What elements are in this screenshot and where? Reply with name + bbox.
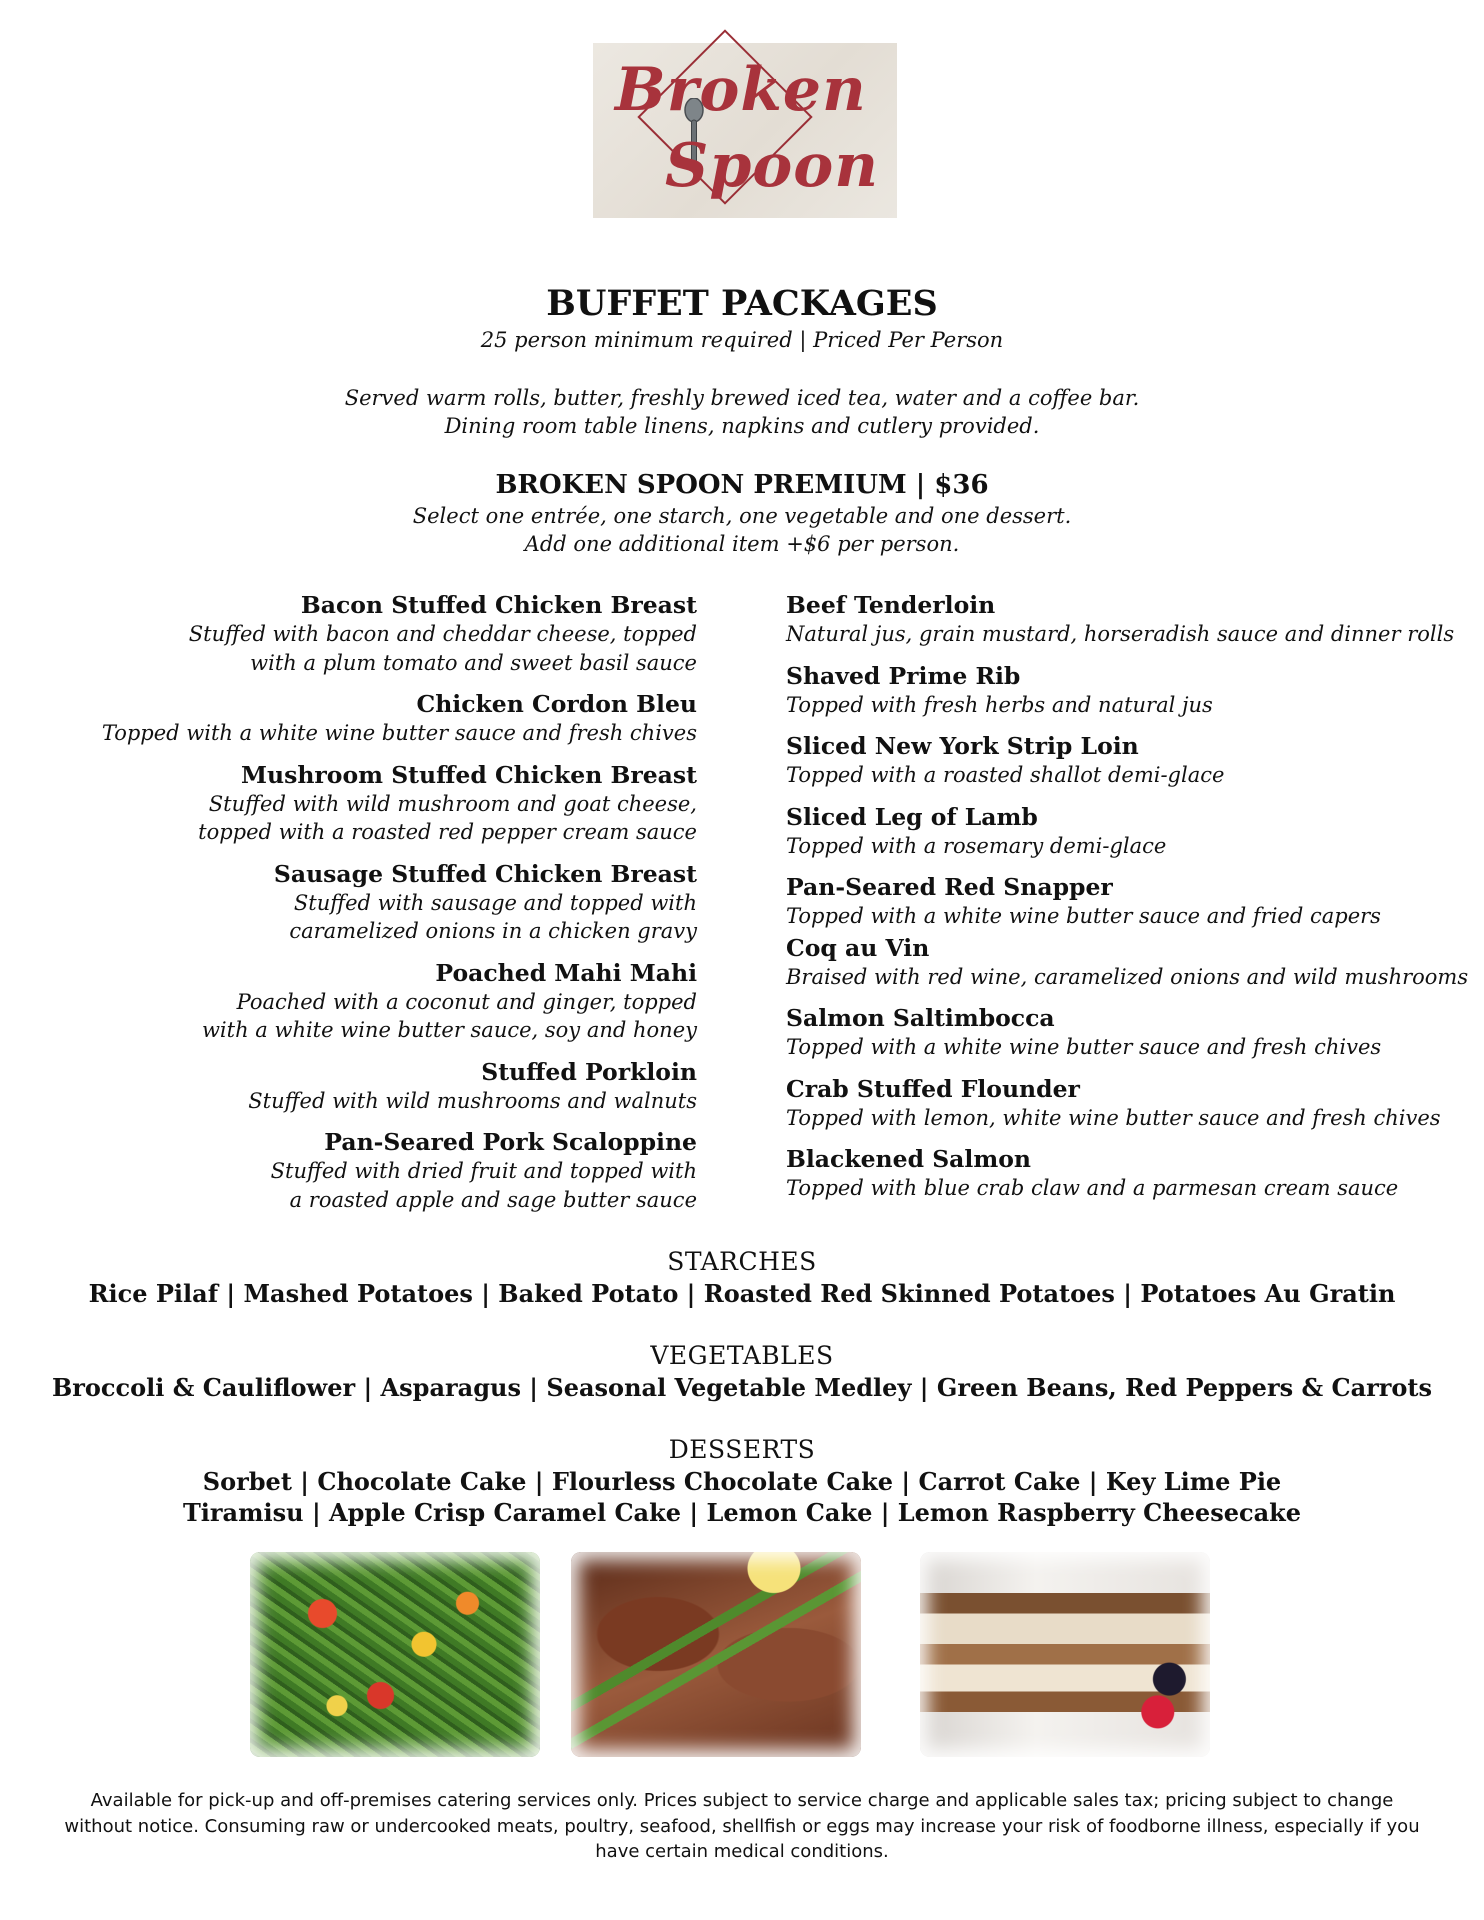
menu-item <box>77 760 697 847</box>
menu-item-description: Topped with a white wine butter sauce and fresh chives <box>786 1035 1382 1059</box>
served-line: Served warm rolls, butter, freshly brewed iced tea, water and a coffee bar. <box>344 386 1140 410</box>
menu-item-name: Blackened Salmon <box>786 1145 1031 1173</box>
starches-section <box>0 1246 1484 1309</box>
desserts-section <box>0 1434 1484 1528</box>
footer-line: Available for pick-up and off-premises catering services only. Prices subject to service charge and applicable sales tax; pricing subject to change <box>90 1790 1394 1811</box>
menu-item-description: Topped with a white wine butter sauce and fresh chives <box>101 721 697 745</box>
menu-item <box>77 1057 697 1116</box>
menu-item-description: with a plum tomato and sweet basil sauce <box>250 650 697 675</box>
menu-item-description: Stuffed with dried fruit and topped with <box>270 1159 697 1183</box>
menu-item-description: caramelized onions in a chicken gravy <box>289 919 697 943</box>
menu-item <box>786 1074 1466 1133</box>
menu-item-description: Stuffed with bacon and cheddar cheese, topped <box>188 622 697 646</box>
menu-item-name: Mushroom Stuffed Chicken Breast <box>241 760 697 789</box>
entree-list-left <box>77 590 697 1226</box>
menu-item <box>786 590 1466 649</box>
page-title: BUFFET PACKAGES <box>546 283 938 324</box>
desserts-items-line: Sorbet | Chocolate Cake | Flourless Chocolate Cake | Carrot Cake | Key Lime Pie <box>202 1467 1282 1496</box>
vegetable-medley-photo <box>250 1552 540 1757</box>
menu-item-name: Stuffed Porkloin <box>481 1057 697 1086</box>
menu-item-name: Sliced Leg of Lamb <box>786 802 1038 831</box>
served-line: Dining room table linens, napkins and cutlery provided. <box>444 414 1040 438</box>
menu-item <box>786 1003 1466 1062</box>
menu-item <box>77 958 697 1045</box>
menu-item-description: a roasted apple and sage butter sauce <box>289 1187 697 1212</box>
menu-item-description: Topped with fresh herbs and natural jus <box>786 692 1213 717</box>
package-line: Select one entrée, one starch, one vegetable and one dessert. <box>412 504 1072 528</box>
menu-item-name: Chicken Cordon Bleu <box>416 690 697 718</box>
menu-item <box>77 859 697 946</box>
package-name: BROKEN SPOON PREMIUM | $36 <box>495 470 989 500</box>
menu-item-name: Sausage Stuffed Chicken Breast <box>273 859 697 888</box>
vegetables-items: Broccoli & Cauliflower | Asparagus | Seasonal Vegetable Medley | Green Beans, Red Peppers & Carrots <box>51 1373 1433 1402</box>
menu-item-description: Topped with a rosemary demi-glace <box>786 833 1167 858</box>
menu-item <box>786 872 1466 931</box>
menu-item-name: Crab Stuffed Flounder <box>786 1074 1080 1103</box>
menu-item-description: Topped with blue crab claw and a parmesan cream sauce <box>786 1176 1399 1200</box>
menu-item-description: Topped with lemon, white wine butter sauce and fresh chives <box>786 1105 1441 1130</box>
menu-item <box>786 802 1466 861</box>
menu-item <box>77 689 697 748</box>
menu-item-name: Sliced New York Strip Loin <box>786 732 1139 760</box>
desserts-heading: DESSERTS <box>668 1435 816 1464</box>
menu-item-description: Poached with a coconut and ginger, topped <box>236 989 697 1014</box>
menu-item <box>786 1144 1466 1203</box>
menu-item-description: Topped with a white wine butter sauce and fried capers <box>786 904 1381 928</box>
menu-item <box>786 933 1469 992</box>
menu-item <box>77 590 697 677</box>
menu-item-description: with a white wine butter sauce, soy and honey <box>201 1018 697 1042</box>
entree-list-right <box>786 590 1469 1215</box>
vegetables-heading: VEGETABLES <box>650 1341 834 1370</box>
menu-item <box>786 731 1466 790</box>
menu-item <box>786 661 1466 720</box>
logo-word-broken: Broken <box>615 55 867 125</box>
menu-item-description: Stuffed with sausage and topped with <box>293 890 697 915</box>
desserts-items-line: Tiramisu | Apple Crisp Caramel Cake | Lemon Cake | Lemon Raspberry Cheesecake <box>182 1498 1302 1527</box>
starches-items: Rice Pilaf | Mashed Potatoes | Baked Potato | Roasted Red Skinned Potatoes | Potatoes Au Gratin <box>88 1279 1396 1308</box>
menu-item-name: Pan-Seared Red Snapper <box>786 873 1113 901</box>
menu-item-name: Bacon Stuffed Chicken Breast <box>300 591 697 619</box>
menu-item-name: Poached Mahi Mahi <box>435 958 697 987</box>
menu-item-description: Stuffed with wild mushroom and goat cheese, <box>208 791 697 816</box>
menu-item-name: Shaved Prime Rib <box>786 661 1021 690</box>
menu-item-name: Pan-Seared Pork Scaloppine <box>324 1128 697 1156</box>
served-note <box>0 384 1484 440</box>
menu-item <box>77 1127 697 1214</box>
menu-item-description: Braised with red wine, caramelized onions and wild mushrooms <box>786 964 1469 989</box>
menu-item-description: Natural jus, grain mustard, horseradish sauce and dinner rolls <box>786 622 1455 646</box>
page-subtitle: 25 person minimum required | Priced Per Person <box>480 328 1004 352</box>
menu-item-name: Beef Tenderloin <box>786 591 996 619</box>
package-line: Add one additional item +$6 per person. <box>524 532 960 556</box>
footer-line: have certain medical conditions. <box>595 1841 889 1862</box>
vegetables-section <box>0 1340 1484 1403</box>
starches-heading: STARCHES <box>667 1247 817 1276</box>
footer-disclaimer <box>40 1788 1444 1865</box>
logo-word-spoon: Spoon <box>665 131 879 201</box>
footer-line: without notice. Consuming raw or undercooked meats, poultry, seafood, shellfish or eggs may increase your risk of foodborne illness, especially if you <box>64 1815 1420 1837</box>
menu-item-description: Stuffed with wild mushrooms and walnuts <box>248 1088 697 1113</box>
menu-item-name: Salmon Saltimbocca <box>786 1004 1055 1032</box>
menu-item-name: Coq au Vin <box>786 933 930 962</box>
broken-spoon-logo <box>593 43 897 218</box>
package-instructions <box>0 502 1484 558</box>
menu-item-description: topped with a roasted red pepper cream sauce <box>198 820 697 844</box>
menu-item-description: Topped with a roasted shallot demi-glace <box>786 763 1225 787</box>
tiramisu-photo <box>920 1552 1210 1757</box>
steak-asparagus-photo <box>571 1552 861 1757</box>
